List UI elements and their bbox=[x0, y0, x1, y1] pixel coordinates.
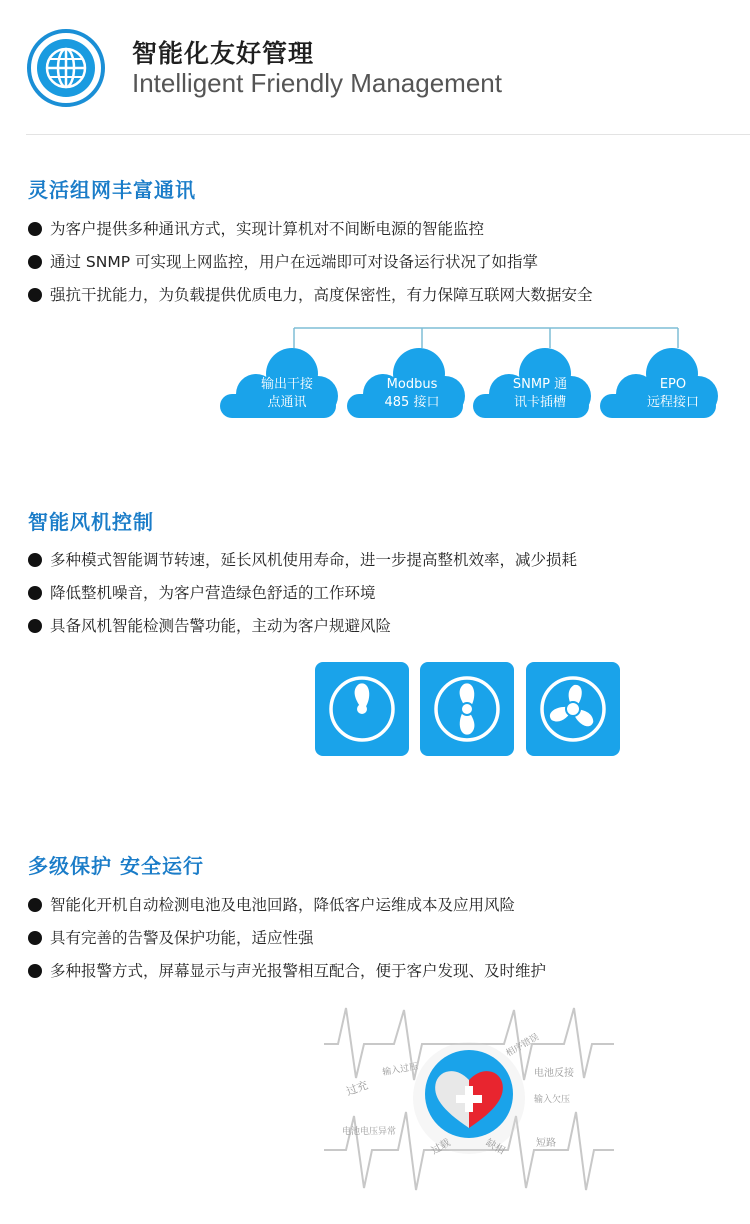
bullet-item bbox=[28, 581, 577, 614]
bullet-text: 具备风机智能检测告警功能，主动为客户规避风险 bbox=[50, 617, 392, 635]
bullet-text: 降低整机噪音，为客户营造绿色舒适的工作环境 bbox=[50, 584, 376, 602]
label-phase-error: 相序错误 bbox=[504, 1032, 541, 1060]
label-overload: 过载 bbox=[429, 1137, 453, 1157]
cloud-label-snmp bbox=[485, 376, 595, 412]
bullet-text: 具有完善的告警及保护功能，适应性强 bbox=[50, 929, 314, 947]
label-input-overvoltage: 输入过压 bbox=[381, 1061, 419, 1079]
bullet-item bbox=[28, 926, 546, 959]
bullet-dot bbox=[28, 255, 42, 269]
cloud-label-dry-contact bbox=[232, 376, 342, 412]
label-overcharge: 过充 bbox=[344, 1078, 370, 1099]
protection-bullet-list bbox=[28, 893, 546, 992]
bullet-dot bbox=[28, 964, 42, 978]
cloud-label-epo bbox=[618, 376, 728, 412]
bullet-item bbox=[28, 250, 593, 283]
label-input-undervoltage: 输入欠压 bbox=[534, 1095, 571, 1105]
label-phase-loss: 缺相 bbox=[483, 1137, 507, 1157]
bullet-dot bbox=[28, 553, 42, 567]
page-title: 智能化友好管理 bbox=[132, 39, 315, 68]
bullet-text: 多种模式智能调节转速，延长风机使用寿命，进一步提高整机效率，减少损耗 bbox=[50, 551, 578, 569]
section-title-communication: 灵活组网丰富通讯 bbox=[28, 178, 196, 202]
fan-three-blade-icon bbox=[526, 662, 620, 756]
bullet-text: 强抗干扰能力，为负载提供优质电力，高度保密性，有力保障互联网大数据安全 bbox=[50, 286, 593, 304]
label-battery-voltage-abnormal: 电池电压异常 bbox=[342, 1127, 397, 1137]
bullet-item bbox=[28, 217, 593, 250]
cloud-label-line: EPO bbox=[659, 377, 687, 392]
page-header bbox=[0, 0, 750, 135]
bullet-dot bbox=[28, 931, 42, 945]
label-short-circuit: 短路 bbox=[536, 1138, 556, 1149]
protection-monitor-graphic bbox=[324, 1000, 614, 1196]
cloud-label-line: 485 接口 bbox=[384, 395, 440, 410]
bullet-dot bbox=[28, 898, 42, 912]
bullet-item bbox=[28, 959, 546, 992]
cloud-label-line: SNMP 通 bbox=[512, 377, 568, 392]
communication-bullet-list bbox=[28, 217, 593, 316]
section-title-fan-control: 智能风机控制 bbox=[28, 510, 154, 534]
cloud-label-line: Modbus bbox=[386, 377, 438, 392]
divider bbox=[26, 134, 750, 135]
cloud-label-line: 点通讯 bbox=[267, 395, 307, 410]
cloud-label-line: 讯卡插槽 bbox=[513, 395, 566, 410]
bullet-text: 通过 SNMP 可实现上网监控，用户在远端即可对设备运行状况了如指掌 bbox=[50, 253, 539, 271]
bullet-dot bbox=[28, 288, 42, 302]
bullet-text: 多种报警方式，屏幕显示与声光报警相互配合，便于客户发现、及时维护 bbox=[50, 962, 547, 980]
fan-two-blade-icon bbox=[420, 662, 514, 756]
cloud-label-line: 输出干接 bbox=[260, 377, 313, 392]
section-title-protection: 多级保护 安全运行 bbox=[28, 854, 204, 878]
bullet-item bbox=[28, 614, 577, 647]
cloud-label-line: 远程接口 bbox=[646, 395, 699, 410]
cloud-label-modbus bbox=[357, 376, 467, 412]
label-battery-reverse: 电池反接 bbox=[534, 1068, 574, 1079]
fan-one-blade-icon bbox=[315, 662, 409, 756]
bullet-dot bbox=[28, 619, 42, 633]
page-subtitle-en: Intelligent Friendly Management bbox=[132, 68, 502, 98]
bullet-item bbox=[28, 548, 577, 581]
globe-icon bbox=[26, 28, 106, 108]
bullet-text: 智能化开机自动检测电池及电池回路，降低客户运维成本及应用风险 bbox=[50, 896, 516, 914]
bullet-text: 为客户提供多种通讯方式，实现计算机对不间断电源的智能监控 bbox=[50, 220, 485, 238]
bullet-item bbox=[28, 283, 593, 316]
bullet-dot bbox=[28, 222, 42, 236]
fan-bullet-list bbox=[28, 548, 577, 647]
bullet-dot bbox=[28, 586, 42, 600]
heartbeat-waves bbox=[324, 1000, 614, 1196]
bullet-item bbox=[28, 893, 546, 926]
communication-interfaces-diagram bbox=[210, 326, 730, 426]
